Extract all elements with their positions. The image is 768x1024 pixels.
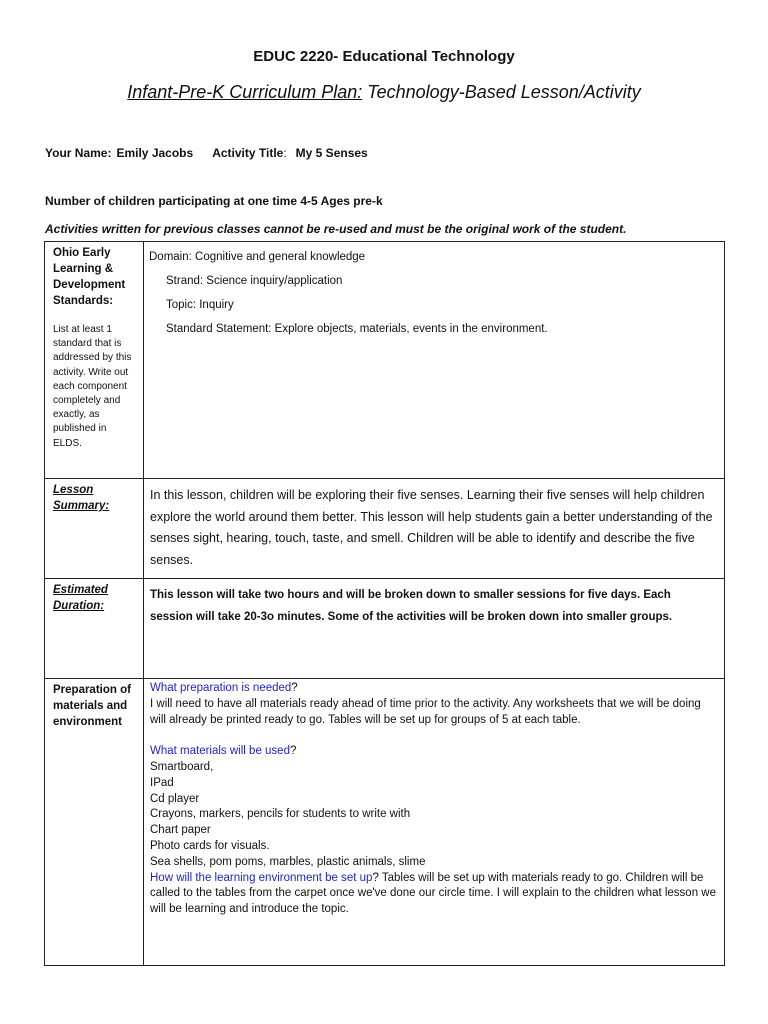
duration-label-cell xyxy=(45,579,144,679)
table-row-preparation xyxy=(45,679,725,966)
summary-content-cell xyxy=(144,479,725,579)
table-row-summary xyxy=(45,479,725,579)
preparation-label-cell xyxy=(45,679,144,966)
preparation-content-cell xyxy=(144,679,725,966)
materials-item: Photo cards for visuals. xyxy=(150,839,270,852)
name-label: Your Name: xyxy=(45,146,112,160)
standard-strand: Strand: Science inquiry/application xyxy=(166,275,343,287)
table-row-standards xyxy=(45,242,725,479)
duration-text: This lesson will take two hours and will be broken down to smaller sessions for five days. Each session will take 20-3o minutes. Some of the activities will be broken down into smaller groups. xyxy=(150,589,673,623)
table-row-duration xyxy=(45,579,725,679)
plan-subtitle-part2: Technology-Based Lesson/Activity xyxy=(367,82,641,102)
summary-label-cell xyxy=(45,479,144,579)
standards-label: Ohio Early Learning & Development Standards: xyxy=(53,247,126,307)
activity-title-colon: : xyxy=(283,146,287,160)
preparation-label: Preparation of materials and environment xyxy=(53,684,131,728)
standard-topic: Topic: Inquiry xyxy=(166,299,234,311)
standards-content-cell xyxy=(144,242,725,479)
standards-label-cell xyxy=(45,242,144,479)
materials-item: Sea shells, pom poms, marbles, plastic animals, slime xyxy=(150,855,426,868)
plan-subtitle xyxy=(0,82,768,103)
prep-question-environment: How will the learning environment be set up xyxy=(150,871,373,884)
activity-title-label: Activity Title xyxy=(212,146,284,160)
children-participating: Number of children participating at one time 4-5 Ages pre-k xyxy=(45,194,383,208)
duration-content-cell xyxy=(144,579,725,679)
materials-item: IPad xyxy=(150,776,174,789)
summary-label: Lesson Summary: xyxy=(53,484,110,512)
prep-answer-environment: Tables will be set up with materials ready to go. Children will be called to the tables from the carpet once we've done our circle time. I will explain to the children what lesson we will be learning and introduce the topic. xyxy=(150,871,716,916)
standard-domain: Domain: Cognitive and general knowledge xyxy=(149,251,366,263)
prep-question-materials: What materials will be used? xyxy=(150,745,297,758)
prep-question-needed: What preparation is needed? xyxy=(150,682,298,694)
standard-statement: Standard Statement: Explore objects, materials, events in the environment. xyxy=(166,323,548,335)
materials-item: Chart paper xyxy=(150,824,211,837)
plan-subtitle-part1: Infant-Pre-K Curriculum Plan: xyxy=(127,82,363,102)
curriculum-plan-table xyxy=(44,241,725,966)
materials-item: Crayons, markers, pencils for students to write with xyxy=(150,808,411,821)
summary-text: In this lesson, children will be exploring their five senses. Learning their five senses will help children explore the world around them better. This lesson will help students gain a better understanding of the senses sight, hearing, touch, taste, and smell. Children will be able to identify and describe the five senses. xyxy=(150,488,713,567)
materials-item: Cd player xyxy=(150,792,200,805)
standards-note: List at least 1 standard that is addressed by this activity. Write out each component completely and exactly, as published in ELDS. xyxy=(53,324,132,449)
name-and-title-line xyxy=(45,146,368,160)
prep-environment-block: How will the learning environment be set up? Tables will be set up with materials ready to go. Children will be called to the tables from the carpet once we've done our circle time. I will explain to the children what lesson we will be learning and introduce the topic. xyxy=(150,871,716,916)
materials-item: Smartboard, xyxy=(150,760,214,773)
duration-label: Estimated Duration: xyxy=(53,584,108,612)
originality-notice: Activities written for previous classes cannot be re-used and must be the original work of the student. xyxy=(45,222,627,236)
activity-title-value: My 5 Senses xyxy=(295,146,368,160)
course-title: EDUC 2220- Educational Technology xyxy=(253,48,515,65)
name-value: Emily Jacobs xyxy=(116,146,194,160)
prep-answer-needed: I will need to have all materials ready ahead of time prior to the activity. Any worksheets that we will be doing will already be printed ready to go. Tables will be set up for groups of 5 at each table. xyxy=(150,697,701,726)
